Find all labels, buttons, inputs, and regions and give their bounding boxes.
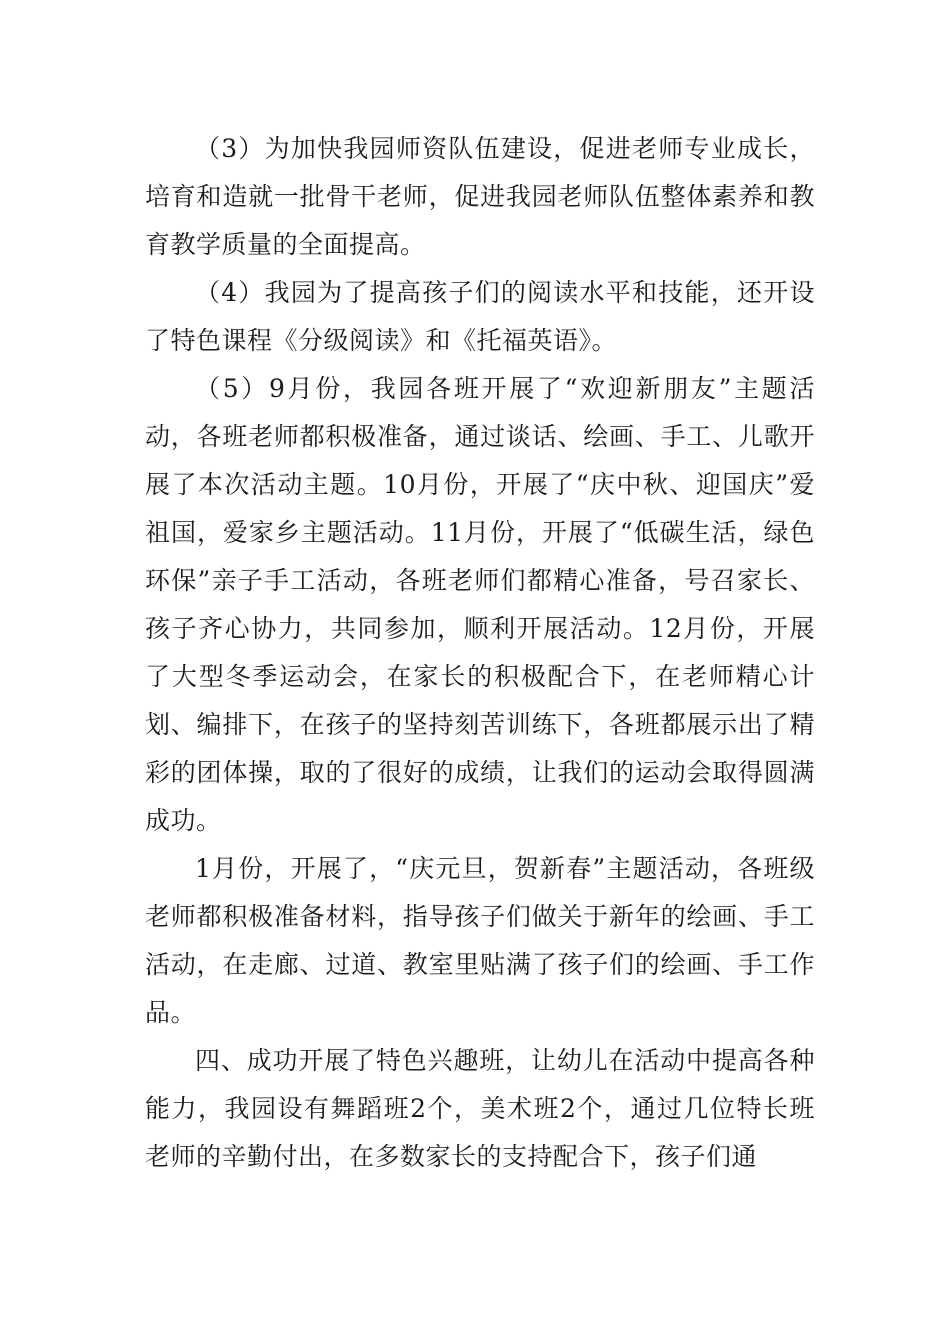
paragraph-item-5: （5）9月份，我园各班开展了“欢迎新朋友”主题活动，各班老师都积极准备，通过谈话、绘画、手工、儿歌开展了本次活动主题。10月份，开展了“庆中秋、迎国庆”爱祖国，爱家乡主题活动。11月份，开展了“低碳生活，绿色环保”亲子手工活动，各班老师们都精心准备，号召家长、孩子齐心协力，共同参加，顺利开展活动。12月份，开展了大型冬季运动会，在家长的积极配合下，在老师精心计划、编排下，在孩子的坚持刻苦训练下，各班都展示出了精彩的团体操，取的了很好的成绩，让我们的运动会取得圆满成功。 — [145, 374, 815, 835]
paragraph-january: 1月份，开展了，“庆元旦，贺新春”主题活动，各班级老师都积极准备材料，指导孩子们做关于新年的绘画、手工活动，在走廊、过道、教室里贴满了孩子们的绘画、手工作品。 — [145, 854, 815, 1027]
paragraph-section-four: 四、成功开展了特色兴趣班，让幼儿在活动中提高各种能力，我园设有舞蹈班2个，美术班2个，通过几位特长班老师的辛勤付出，在多数家长的支持配合下，孩子们通 — [145, 1046, 815, 1171]
paragraph-item-3: （3）为加快我园师资队伍建设，促进老师专业成长，培育和造就一批骨干老师，促进我园老师队伍整体素养和教育教学质量的全面提高。 — [145, 134, 815, 259]
paragraph-item-4: （4）我园为了提高孩子们的阅读水平和技能，还开设了特色课程《分级阅读》和《托福英语》。 — [145, 278, 815, 355]
document-body — [145, 125, 815, 1181]
